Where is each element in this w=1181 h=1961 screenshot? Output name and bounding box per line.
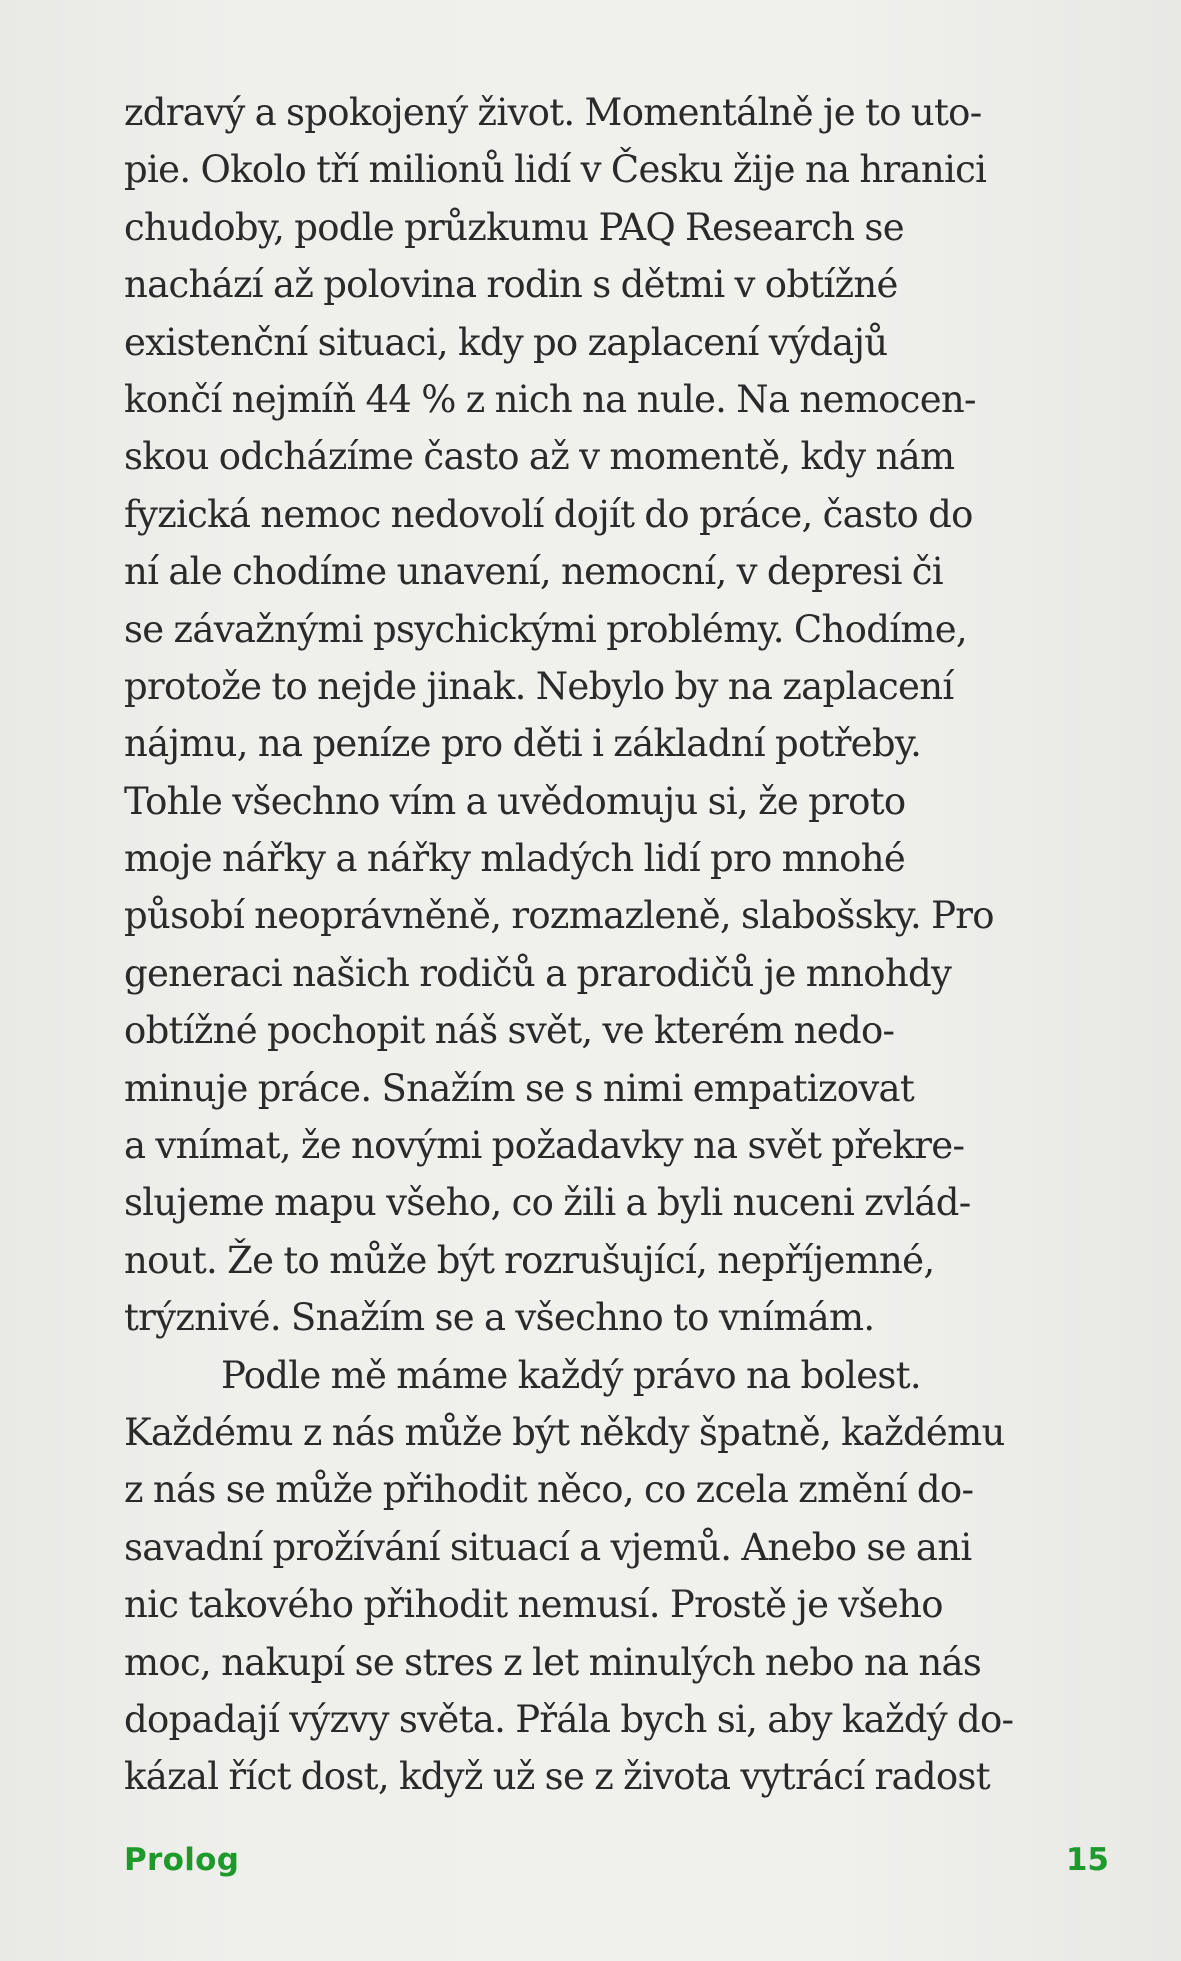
text-line: Tohle všechno vím a uvědomuju si, že proto (124, 779, 906, 823)
text-line: slujeme mapu všeho, co žili a byli nuceni zvlád- (124, 1181, 971, 1225)
text-line: obtížné pochopit náš svět, ve kterém nedo- (124, 1009, 895, 1053)
body-text (124, 84, 1104, 1806)
text-line: se závažnými psychickými problémy. Chodíme, (124, 607, 967, 651)
text-line: pie. Okolo tří milionů lidí v Česku žije na hranici (124, 148, 987, 192)
text-line: z nás se může přihodit něco, co zcela změní do- (124, 1468, 974, 1512)
page-number: 15 (1065, 1842, 1109, 1878)
text-line: protože to nejde jinak. Nebylo by na zaplacení (124, 664, 954, 708)
text-line: nic takového přihodit nemusí. Prostě je všeho (124, 1583, 943, 1627)
text-line: skou odcházíme často až v momentě, kdy nám (124, 435, 955, 479)
text-line: nachází až polovina rodin s dětmi v obtížné (124, 263, 898, 307)
text-line: působí neoprávněně, rozmazleně, slabošsky. Pro (124, 894, 994, 938)
paragraph-start-line: Podle mě máme každý právo na bolest. (221, 1353, 921, 1397)
text-line: moje nářky a nářky mladých lidí pro mnohé (124, 837, 906, 881)
text-line: dopadají výzvy světa. Přála bych si, aby každý do- (124, 1697, 1014, 1741)
text-line: generaci našich rodičů a prarodičů je mnohdy (124, 951, 952, 995)
text-line: savadní prožívání situací a vjemů. Anebo se ani (124, 1525, 972, 1569)
text-line: chudoby, podle průzkumu PAQ Research se (124, 205, 904, 249)
text-line: zdravý a spokojený život. Momentálně je to uto- (124, 91, 982, 134)
text-line: nout. Že to může být rozrušující, nepříjemné, (124, 1238, 935, 1282)
text-line: minuje práce. Snažím se s nimi empatizovat (124, 1066, 915, 1110)
chapter-name: Prolog (124, 1842, 240, 1878)
text-line: fyzická nemoc nedovolí dojít do práce, často do (124, 492, 973, 536)
text-line: existenční situaci, kdy po zaplacení výdajů (124, 320, 888, 364)
text-line: moc, nakupí se stres z let minulých nebo na nás (124, 1640, 982, 1684)
text-line: ní ale chodíme unavení, nemocní, v depresi či (124, 550, 943, 594)
text-line: končí nejmíň 44 % z nich na nule. Na nemocen- (124, 377, 976, 421)
text-line: nájmu, na peníze pro děti i základní potřeby. (124, 722, 922, 766)
text-line: Každému z nás může být někdy špatně, každému (124, 1410, 1005, 1454)
text-line: kázal říct dost, když už se z života vytrácí radost (124, 1755, 990, 1799)
text-line: trýznivé. Snažím se a všechno to vnímám. (124, 1296, 875, 1340)
text-line: a vnímat, že novými požadavky na svět překre- (124, 1124, 965, 1168)
